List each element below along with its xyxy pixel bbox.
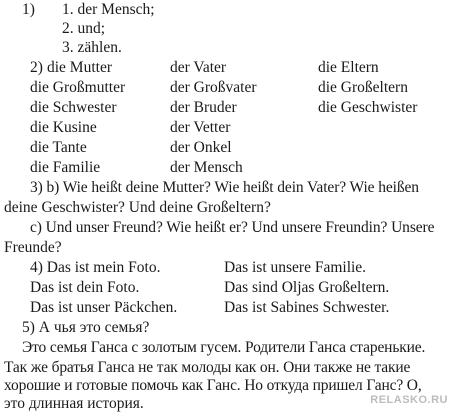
paragraph-line: хорошие и готовые помочь как Ганс. Но откуда пришел Ганс? О, (4, 377, 422, 394)
sentence-cell: 4) Das ist mein Foto. (30, 259, 161, 276)
vocab-cell: die Tante (30, 139, 87, 156)
vocab-cell: der Vetter (170, 119, 231, 136)
sentence-cell: Das ist dein Foto. (30, 279, 140, 296)
vocab-cell: die Großmutter (30, 79, 126, 96)
sentence-cell: Das sind Oljas Großeltern. (224, 279, 390, 296)
vocab-cell: der Großvater (170, 79, 257, 96)
sentence-cell: Das ist unser Päckchen. (30, 299, 178, 316)
section-1-item-1: 1. der Mensch; (62, 1, 155, 18)
section-3c-line-1: c) Und unser Freund? Wie heißt er? Und unsere Freundin? Unsere (30, 219, 435, 236)
vocab-cell: die Eltern (318, 59, 379, 76)
section-3b-line-2: deine Geschwister? Und deine Großeltern? (4, 199, 271, 216)
vocab-cell: die Kusine (30, 119, 97, 136)
vocab-cell: der Mensch (170, 159, 243, 176)
section-2-label: 2) (30, 59, 43, 76)
site-watermark: RELASKO.RU (370, 394, 448, 406)
paragraph-line: это длинная история. (4, 395, 144, 412)
section-3c-line-2: Freunde? (4, 239, 62, 256)
vocab-cell: die Schwester (30, 99, 117, 116)
section-1-item-3: 3. zählen. (62, 39, 122, 56)
sentence-cell: Das ist unsere Familie. (224, 259, 367, 276)
vocab-cell: der Bruder (170, 99, 237, 116)
vocab-cell: die Familie (30, 159, 101, 176)
paragraph-line: Так же братья Ганса не так молоды как он. Они также не такие (4, 359, 411, 376)
vocab-cell: die Großeltern (318, 79, 408, 96)
vocab-cell: der Vater (170, 59, 227, 76)
vocab-cell: die Geschwister (318, 99, 418, 116)
vocab-cell: der Onkel (170, 139, 232, 156)
section-5-title: 5) А чья это семья? (22, 319, 150, 336)
vocab-cell: die Mutter (47, 59, 112, 76)
section-1-item-2: 2. und; (62, 20, 106, 37)
section-1-label: 1) (22, 1, 35, 18)
paragraph-line: Это семья Ганса с золотым гусем. Родители Ганса старенькие. (22, 339, 426, 356)
section-3b-line-1: 3) b) Wie heißt deine Mutter? Wie heißt dein Vater? Wie heißen (30, 179, 419, 196)
sentence-cell: Das ist Sabines Schwester. (224, 299, 390, 316)
